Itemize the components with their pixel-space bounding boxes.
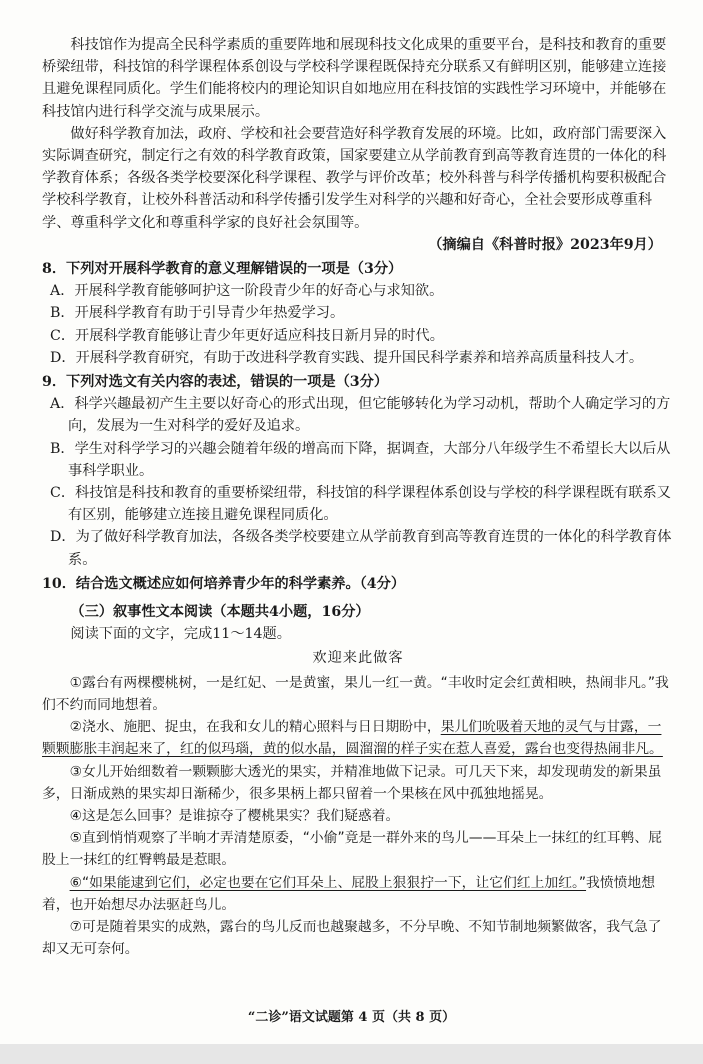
page-footer: “二诊”语文试题第 4 页（共 8 页） — [247, 1010, 456, 1025]
bottom-margin-strip — [0, 1044, 703, 1064]
question-10-stem: 10．结合选文概述应如何培养青少年的科学素养。（4分） — [42, 575, 406, 592]
question-8-option-b: B．开展科学教育有助于引导青少年热爱学习。 — [50, 305, 345, 322]
story-paragraph-4: ④这是怎么回事？是谁掠夺了樱桃果实？我们疑惑着。 — [69, 807, 400, 824]
question-8-option-c: C．开展科学教育能够让青少年更好适应科技日新月异的时代。 — [50, 327, 444, 344]
question-9-option-d: D．为了做好科学教育加法，各级各类学校要建立从学前教育到高等教育连贯的一体化的科学教育体系。 — [50, 529, 672, 568]
story-paragraph-1: ①露台有两棵樱桃树，一是红妃、一是黄蜜，果儿一红一黄。“丰收时定会红黄相映，热闹非凡。”我们不约而同地想着。 — [42, 674, 669, 713]
section-3-instruction: 阅读下面的文字，完成11～14题。 — [70, 626, 291, 643]
question-9-option-a: A．科学兴趣最初产生主要以好奇心的形式出现，但它能够转化为学习动机，帮助个人确定学习的方向，发展为一生对科学的爱好及追求。 — [50, 396, 671, 435]
question-8-stem: 8．下列对开展科学教育的意义理解错误的一项是（3分） — [42, 261, 403, 278]
question-9-stem: 9．下列对选文有关内容的表述，错误的一项是（3分） — [42, 374, 389, 391]
story-paragraph-6-tail: 我愤愤地想着，也开始想尽办法驱赶鸟儿。 — [42, 874, 656, 913]
passage-paragraph-2: 做好科学教育加法，政府、学校和社会要营造好科学教育发展的环境。比如，政府部门需要深入实际调查研究，制定行之有效的科学教育政策，国家要建立从学前教育到高等教育连贯的一体化的科学教育体系；各级各类学校要深化科学课程、教学与评价改革；校外科普与科学传播机构要积极配合学校科学教育，让校外科普活动和科学传播引发学生对科学的兴趣和好奇心，全社会要形成尊重科学、尊重科学文化和尊重科学家的良好社会氛围等。 — [42, 125, 667, 231]
story-paragraph-5: ⑤直到悄悄观察了半晌才弄清楚原委，“小偷”竟是一群外来的鸟儿——耳朵上一抹红的红耳鹎、屁股上一抹红的红臀鹎最是惹眼。 — [42, 830, 662, 869]
passage-paragraph-1: 科技馆作为提高全民科学素质的重要阵地和展现科技文化成果的重要平台，是科技和教育的重要桥梁纽带，科技馆的科学课程体系创设与学校科学课程既保持充分联系又有鲜明区别，能够建立连接且避免课程同质化。学生们能将校内的理论知识自如地应用在科技馆的实践性学习环境中，并能够在科技馆内进行科学交流与成果展示。 — [42, 37, 667, 120]
story-underlined-quote: ⑥“如果能逮到它们，必定也要在它们耳朵上、屁股上狠狠拧一下，让它们红上加红。” — [69, 874, 587, 891]
passage-source: （摘编自《科普时报》2023年9月） — [428, 236, 662, 253]
question-8-option-a: A．开展科学教育能够呵护这一阶段青少年的好奇心与求知欲。 — [50, 283, 444, 300]
story-paragraph-2 — [42, 716, 674, 760]
story-paragraph-7: ⑦可是随着果实的成熟，露台的鸟儿反而也越聚越多，不分早晚、不知节制地频繁做客，我气急了却又无可奈何。 — [42, 918, 662, 958]
question-9-option-b: B．学生对科学学习的兴趣会随着年级的增高而下降，据调查，大部分八年级学生不希望长大以后从事科学职业。 — [50, 440, 671, 479]
story-paragraph-6 — [42, 872, 674, 916]
section-3-heading: （三）叙事性文本阅读（本题共4小题，16分） — [70, 604, 370, 621]
question-9-option-c: C．科技馆是科技和教育的重要桥梁纽带，科技馆的科学课程体系创设与学校的科学课程既有联系又有区别，能够建立连接且避免课程同质化。 — [50, 485, 671, 524]
story-title: 欢迎来此做客 — [312, 650, 404, 667]
story-underlined-sentence: 果儿们吮吸着天地的灵气与甘露，一颗颗膨胀丰润起来了，红的似玛瑙，黄的似水晶，圆溜溜的样子实在惹人喜爱，露台也变得热闹非凡。 — [42, 719, 663, 758]
story-paragraph-2-lead: ②浇水、施肥、捉虫，在我和女儿的精心照料与日日期盼中， — [69, 719, 441, 736]
story-paragraph-3: ③女儿开始细数着一颗颗膨大透光的果实，并精准地做下记录。可几天下来，却发现萌发的新果虽多，日渐成熟的果实却日渐稀少，很多果柄上都只留着一个果核在风中孤独地摇晃。 — [42, 763, 662, 802]
question-8-option-d: D．开展科学教育研究，有助于改进科学教育实践、提升国民科学素养和培养高质量科技人才。 — [50, 349, 644, 366]
page-content — [42, 34, 674, 960]
